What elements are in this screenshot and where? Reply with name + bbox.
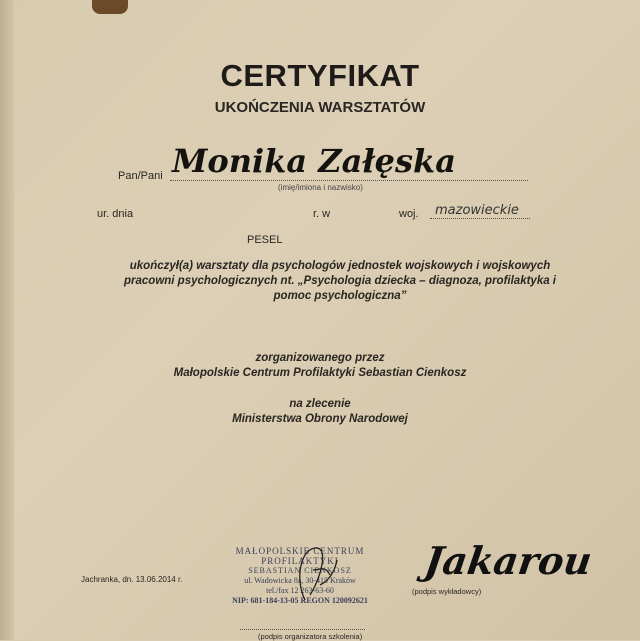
stamp-line: NIP: 681-184-13-05 REGON 120092621 [232, 596, 368, 605]
lecturer-signature-caption: (podpis wykładowcy) [412, 587, 482, 596]
province-value: mazowieckie [435, 203, 519, 218]
stamp-line: tel./fax 12 263-63-60 [266, 586, 334, 595]
birth-date-label: ur. dnia [97, 208, 134, 220]
lecturer-signature: Jakarou [421, 538, 595, 583]
stamp-line: SEBASTIAN CIENKOSZ [248, 566, 352, 575]
organizer-signature-caption: (podpis organizatora szkolenia) [258, 632, 363, 641]
name-value: Monika Załęska [172, 142, 456, 180]
name-line [170, 180, 528, 181]
province-line [430, 218, 530, 219]
name-caption: (imię/imiona i nazwisko) [278, 183, 363, 192]
organized-label: zorganizowanego przez [255, 352, 385, 364]
logo-emblem [92, 0, 128, 14]
organizer-name: Małopolskie Centrum Profilaktyki Sebastian Cienkosz [173, 367, 467, 379]
commission-label: na zlecenie [289, 398, 351, 410]
pesel-label: PESEL [247, 234, 283, 246]
certificate-title: CERTYFIKAT [220, 58, 420, 93]
place-date: Jachranka, dn. 13.06.2014 r. [81, 575, 183, 584]
organizer-signature-line [240, 629, 365, 630]
stamp-line: ul. Wadowicka 8a, 30-415 Kraków [244, 576, 356, 585]
organizer-signature-icon [275, 540, 345, 610]
paper-edge [0, 0, 14, 640]
stamp-line: MAŁOPOLSKIE CENTRUM [235, 546, 365, 556]
birth-place-label: r. w [313, 208, 331, 220]
certificate-subtitle: UKOŃCZENIA WARSZTATÓW [214, 99, 426, 116]
name-label: Pan/Pani [118, 170, 163, 182]
commissioner-name: Ministerstwa Obrony Narodowej [232, 413, 408, 425]
completion-text: ukończył(a) warsztaty dla psychologów jednostek wojskowych i wojskowych pracowni psychologicznych nt. „Psychologia dziecka – diagnoza, profilaktyka i pomoc psychologiczna” [124, 260, 556, 302]
province-label: woj. [399, 208, 419, 220]
stamp-line: PROFILAKTYKI [261, 556, 339, 566]
